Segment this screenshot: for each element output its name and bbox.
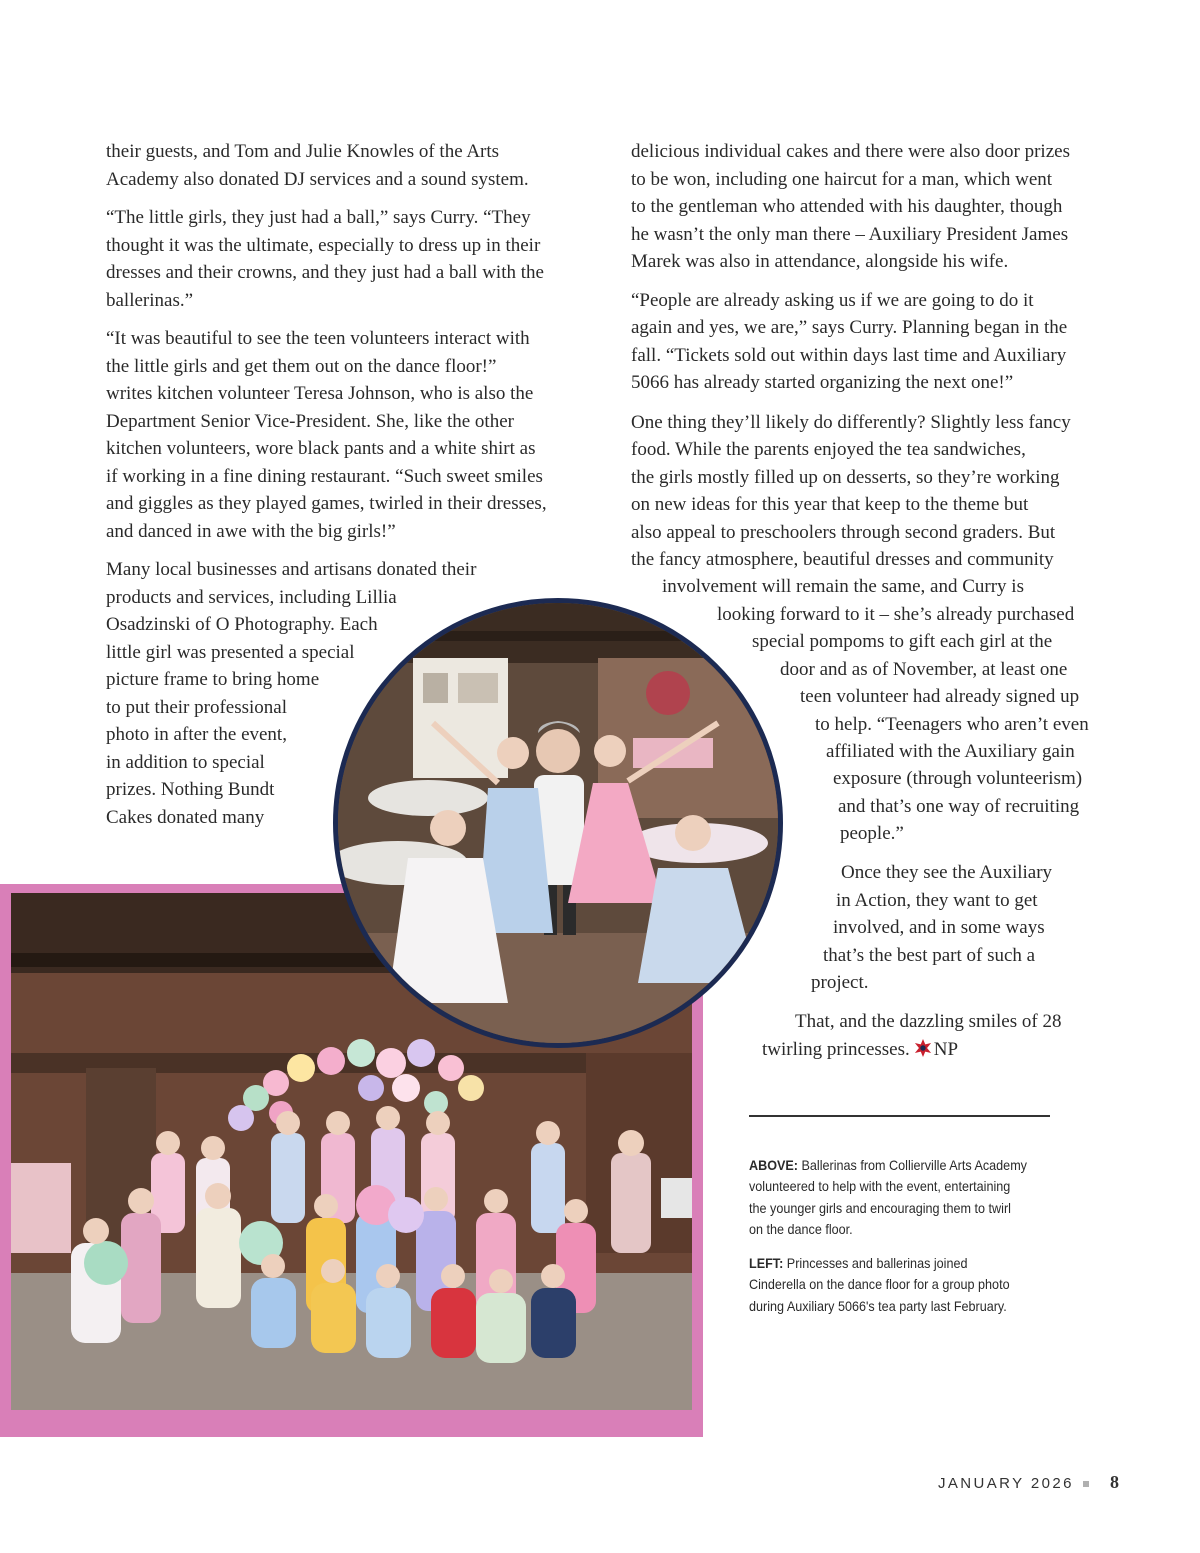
caption-label: LEFT: — [749, 1255, 784, 1271]
end-sign: NP — [933, 1039, 959, 1060]
closing-line: twirling princesses. NP — [762, 1039, 959, 1060]
paragraph: “The little girls, they just had a ball,” says Curry. “They thought it was the ultimate, especially to dress up in their dresses and their crowns, and they just had a ball with the ballerinas.” — [106, 207, 544, 311]
caption-above: ABOVE: Ballerinas from Collierville Arts Academy volunteered to help with the event, entertaining the younger girls and encouraging them to twirl on the dance floor. — [749, 1157, 1027, 1237]
paragraph: their guests, and Tom and Julie Knowles of the Arts Academy also donated DJ services and a sound system. — [106, 141, 529, 190]
caption-label: ABOVE: — [749, 1157, 799, 1173]
auxiliary-emblem-icon — [914, 1039, 932, 1057]
paragraph: “People are already asking us if we are going to do it again and yes, we are,” says Curry. Planning began in the fall. “Tickets sold out within days last time and Auxiliary 5066 has already started organizing the next one!” — [631, 289, 1068, 393]
caption-divider — [749, 1115, 1050, 1117]
footer-date: JANUARY 2026 — [938, 1475, 1074, 1492]
right-column — [631, 138, 1101, 408]
footer-separator — [1083, 1481, 1089, 1487]
caption-left: LEFT: Princesses and ballerinas joined Cinderella on the dance floor for a group photo during Auxiliary 5066's tea party last February. — [749, 1255, 1010, 1314]
ballerinas-photo-illustration — [338, 603, 778, 1043]
ballerinas-photo — [333, 598, 783, 1048]
paragraph-wrap: Many local businesses and artisans donated their products and services, including Lillia Osadzinski of O Photography. Each little girl was presented a special picture frame to bring home to put their professional photo in after the event, in addition to special prizes. Nothing Bundt Cakes donated many — [106, 559, 477, 828]
paragraph: “It was beautiful to see the teen volunteers interact with the little girls and get them out on the dance floor!” writes kitchen volunteer Teresa Johnson, who is also the Department Senior Vice-President. She, like the other kitchen volunteers, wore black pants and a white shirt as if working in a fine dining restaurant. “Such sweet smiles and giggles as they played games, twirled in their dresses, and danced in awe with the big girls!” — [106, 328, 547, 542]
page-number: 8 — [1110, 1472, 1119, 1492]
paragraph: delicious individual cakes and there were also door prizes to be won, including one haircut for a man, which went to the gentleman who attended with his daughter, though he wasn’t the only man there – Auxiliary President James Marek was also in attendance, alongside his wife. — [631, 141, 1070, 272]
